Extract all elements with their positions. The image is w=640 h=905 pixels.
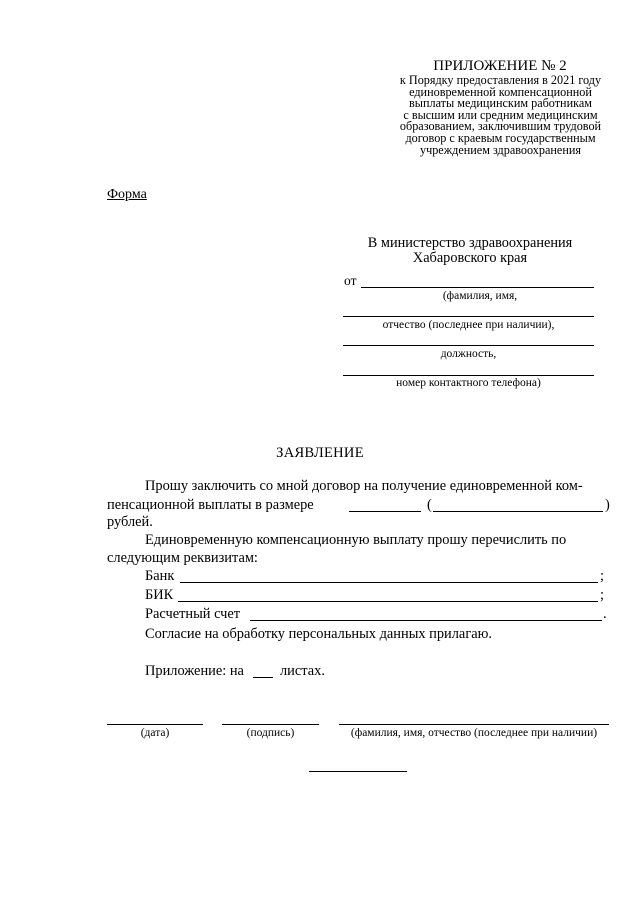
appendix-line: договор с краевым государственным [405, 130, 596, 145]
date-caption: (дата) [140, 727, 170, 739]
amount-words-line[interactable] [433, 511, 603, 512]
paragraph-2-line-2: следующим реквизитам: [107, 550, 258, 566]
paren-close: ) [605, 497, 610, 513]
caption-phone: номер контактного телефона) [396, 377, 541, 389]
attachment-count-line[interactable] [253, 677, 273, 678]
appendix-text [388, 75, 613, 156]
bik-label: БИК [145, 587, 174, 603]
account-end: . [603, 606, 607, 622]
date-line[interactable] [107, 724, 203, 725]
attachment-end: листах. [280, 663, 325, 679]
signature-line[interactable] [222, 724, 319, 725]
paragraph-2-line-1: Единовременную компенсационную выплату прошу перечислить по [145, 532, 567, 548]
caption-name: (фамилия, имя, [442, 290, 518, 302]
bank-input-line[interactable] [180, 582, 598, 583]
sender-name-line[interactable] [361, 287, 594, 288]
addressee [350, 236, 590, 265]
amount-digits-line[interactable] [349, 511, 421, 512]
form-label: Форма [107, 187, 147, 202]
appendix-line: выплаты медицинским работникам [409, 96, 592, 111]
bik-input-line[interactable] [178, 601, 598, 602]
caption-position: должность, [440, 348, 497, 360]
fullname-caption: (фамилия, имя, отчество (последнее при наличии) [350, 727, 598, 739]
sender-position-line[interactable] [343, 345, 594, 346]
appendix-line: учреждением здравоохранения [419, 142, 581, 157]
bank-label: Банк [145, 568, 175, 584]
account-input-line[interactable] [250, 620, 602, 621]
signature-caption: (подпись) [246, 727, 295, 739]
appendix-line: образованием, заключившим трудовой [399, 119, 602, 134]
bottom-separator [309, 771, 407, 772]
caption-patronymic: отчество (последнее при наличии), [382, 319, 555, 331]
sender-phone-line[interactable] [343, 375, 594, 376]
appendix-line: единовременной компенсационной [409, 84, 592, 99]
paragraph-1-line-3: рублей. [107, 514, 153, 530]
attachment-label: Приложение: на [145, 663, 244, 679]
appendix-line: с высшим или средним медицинским [403, 107, 598, 122]
fullname-line[interactable] [339, 724, 609, 725]
addressee-line-2: Хабаровского края [412, 249, 528, 266]
bank-end: ; [600, 568, 604, 584]
consent-text: Согласие на обработку персональных данных прилагаю. [145, 626, 492, 642]
paragraph-1-line-2: пенсационной выплаты в размере [107, 497, 314, 513]
from-label: от [344, 273, 357, 288]
appendix-line: к Порядку предоставления в 2021 году [399, 73, 602, 87]
account-label: Расчетный счет [145, 606, 241, 622]
bik-end: ; [600, 587, 604, 603]
appendix-title: ПРИЛОЖЕНИЕ № 2 [433, 58, 567, 74]
paragraph-1-line-1: Прошу заключить со мной договор на получение единовременной ком- [145, 478, 583, 494]
paren-open: ( [427, 497, 432, 513]
document-title: ЗАЯВЛЕНИЕ [276, 445, 364, 461]
addressee-line-1: В министерство здравоохранения [367, 235, 573, 251]
sender-patronymic-line[interactable] [343, 316, 594, 317]
